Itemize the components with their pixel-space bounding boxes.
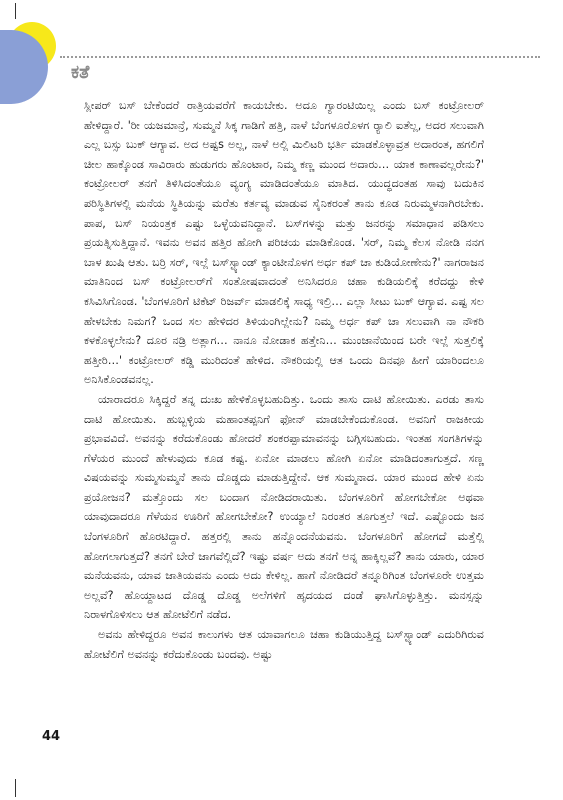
dotted-header-rule: [60, 56, 540, 58]
crop-mark-top: [15, 3, 16, 19]
paragraph: ಸ್ಲೀಪರ್ ಬಸ್ ಬೇಕೆಂದರೆ ರಾತ್ರಿಯವರೆಗೆ ಕಾಯಬೇಕು. ಅದೂ ಗ್ಯಾರಂಟಿಯಿಲ್ಲ ಎಂದು ಬಸ್ ಕಂಟ್ರೋಲರ್ ಹೇಳಿದ್ದಾರೆ. 'ರೀ ಯಜಮಾನ್ರೆ, ಸುಮ್ಮನೆ ಸಿಕ್ಕ ಗಾಡಿಗೆ ಹತ್ರಿ, ನಾಳೆ ಬೆಂಗಳೂರೊಳಗ ರ‍್ಯಾಲಿ ಐತೆಲ್ಲ, ಅದರ ಸಲುವಾಗಿ ಎಲ್ಲ ಬಸ್ಸು ಬುಕ್ ಆಗ್ಯಾವ. ಅದ ಅಷ್ಟs ಅಲ್ಲ, ನಾಳೆ ಅಲ್ಲಿ ಮಿಲಿಟರಿ ಭರ್ತಿ ಮಾಡಕೊಳ್ಳಾವ್ರತ ಅದಾರಂತ, ಹಗಲಿಗೆ ಚೀಲ ಹಾಕ್ಕೊಂಡ ಸಾವಿರಾರು ಹುಡುಗರು ಹೊಂಟಾರ, ನಿಮ್ಮ ಕಣ್ಣ ಮುಂದ ಅದಾರು… ಯಾಕ ಕಾಣಾವಲ್ಲರೇನು?' ಕಂಟ್ರೋಲರ್ ತನಗೆ ತಿಳಿಸಿದಂತೆಯೂ ವ್ಯಂಗ್ಯ ಮಾಡಿದಂತೆಯೂ ಮಾತಿದ. ಯುದ್ಧದಂತಹ ಸಾವು ಬದುಕಿನ ಪರಿಸ್ಥಿತಿಗಳಲ್ಲಿ ಮನೆಯ ಸ್ಥಿತಿಯನ್ನು ಮರೆತು ಕರ್ತವ್ಯ ಮಾಡುವ ಸೈನಿಕರಂತೆ ತಾನು ಕೂಡ ನಿರುಮ್ಮಳನಾಗಿರಬೇಕು. ಪಾಪ, ಬಸ್ ನಿಯಂತ್ರಕ ಎಷ್ಟು ಒಳ್ಳೆಯವನಿದ್ದಾನೆ. ಬಸ್‌ಗಳನ್ನು ಮತ್ತು ಜನರನ್ನು ಸಮಾಧಾನ ಪಡಿಸಲು ಪ್ರಯತ್ನಿಸುತ್ತಿದ್ದಾನೆ. ಇವನು ಅವನ ಹತ್ತಿರ ಹೋಗಿ ಪರಿಚಯ ಮಾಡಿಕೊಂಡ. 'ಸರ್, ನಿಮ್ಮ ಕೆಲಸ ನೋಡಿ ನನಗ ಬಾಳ ಖುಷಿ ಆತು. ಬರ್‍ರಿ ಸರ್, ಇಲ್ಲೆ ಬಸ್‌ಸ್ಟ್ಯಾಂಡ್ ಕ್ಯಾಂಟೀನೊಳಗ ಅರ್ಧ ಕಪ್ ಚಾ ಕುಡಿಯೋಣೇನು?' ನಾಗರಾಜನ ಮಾತಿನಿಂದ ಬಸ್ ಕಂಟ್ರೋಲರ್‌ಗೆ ಸಂತೋಷವಾದಂತೆ ಅನಿಸಿದರೂ ಚಹಾ ಕುಡಿಯಲಿಕ್ಕೆ ಕರೆದದ್ದು ಕೇಳಿ ಕಸಿವಿಸಿಗೊಂಡ. 'ಬೆಂಗಳೂರಿಗೆ ಟಿಕೆಟ್ ರಿಜರ್ವ್ ಮಾಡಲಿಕ್ಕೆ ಸಾಧ್ಯ ಇಲ್ರಿ… ಎಲ್ಲಾ ಸೀಟು ಬುಕ್ ಆಗ್ಯಾವ. ಎಷ್ಟ ಸಲ ಹೇಳಬೇಕು ನಿಮಗ? ಒಂದ ಸಲ ಹೇಳಿದರ ತಿಳಿಯಂಗಿಲ್ಲೇನು? ನಿಮ್ಮ ಅರ್ಧ ಕಪ್ ಚಾ ಸಲುವಾಗಿ ನಾ ನೌಕರಿ ಕಳಕೊಳ್ಳಲೇನು? ದೂರ ನಡ್ರಿ ಅತ್ಲಾಗ… ನಾನೂ ನೋಡಾಕ ಹತ್ತೇನಿ… ಮುಂಜಾನೆಯಿಂದ ಬರೇ ಇಲ್ಲೆ ಸುತ್ತಲಿಕ್ಕೆ ಹತ್ತೀರಿ…' ಕಂಟ್ರೋಲರ್ ಕಡ್ಡಿ ಮುರಿದಂತೆ ಹೇಳಿದ. ನೌಕರಿಯಲ್ಲಿ ಆತ ಒಂದು ದಿನವೂ ಹೀಗೆ ಯಾರಿಂದಲೂ ಅನಿಸಿಕೊಂಡವನಲ್ಲ.: [84, 99, 484, 387]
crop-mark-bottom: [15, 779, 16, 797]
section-title: ಕತೆ: [71, 62, 90, 83]
page-number: 44: [42, 729, 61, 744]
article-body: [84, 96, 484, 664]
paragraph: ಅವನು ಹೇಳಿದ್ದರೂ ಅವನ ಕಾಲುಗಳು ಆತ ಯಾವಾಗಲೂ ಚಹಾ ಕುಡಿಯುತ್ತಿದ್ದ ಬಸ್‌ಸ್ಟ್ಯಾಂಡ್ ಎದುರಿಗಿರುವ ಹೋಟೆಲಿಗೆ ಅವನನ್ನು ಕರೆದುಕೊಂಡು ಬಂದವು. ಅಷ್ಟು: [84, 628, 484, 661]
paragraph: ಯಾರಾದರೂ ಸಿಕ್ಕಿದ್ದರೆ ತನ್ನ ದುಃಖ ಹೇಳಿಕೊಳ್ಳಬಹುದಿತ್ತು. ಒಂದು ತಾಸು ದಾಟಿ ಹೋಯಿತು. ಎರಡು ತಾಸು ದಾಟಿ ಹೋಯಿತು. ಹುಬ್ಬಳ್ಳಿಯ ಮಹಾಂತಪ್ಪನಿಗೆ ಫೋನ್ ಮಾಡಬೇಕೆಂದುಕೊಂಡ. ಅವನಿಗೆ ರಾಜಕೀಯ ಪ್ರಭಾವವಿದೆ. ಅವನನ್ನು ಕರೆದುಕೊಂಡು ಹೋದರೆ ಶಂಕರಪ್ಪಾಮಾವನನ್ನು ಬಗ್ಗಿಸಬಹುದು. ಇಂತಹ ಸಂಗತಿಗಳನ್ನು ಗೆಳೆಯರ ಮುಂದೆ ಹೇಳುವುದು ಕೂಡ ಕಷ್ಟ. ಏನೋ ಮಾಡಲು ಹೋಗಿ ಏನೋ ಮಾಡಿದಂತಾಗುತ್ತದೆ. ಸಣ್ಣ ವಿಷಯವನ್ನು ಸುಮ್ಮಸುಮ್ಮನೆ ತಾನು ದೊಡ್ಡದು ಮಾಡುತ್ತಿದ್ದೇನೆ. ಆಕ ಸುಮ್ಮನಾದ. ಯಾರ ಮುಂದ ಹೇಳಿ ಏನು ಪ್ರಯೋಜನ? ಮತ್ತೊಂದು ಸಲ ಬಂದಾಗ ನೋಡಿದರಾಯಿತು. ಬೆಂಗಳೂರಿಗೆ ಹೋಗಬೇಕೋ ಅಥವಾ ಯಾವುದಾದರೂ ಗೆಳೆಯನ ಊರಿಗೆ ಹೋಗಬೇಕೋ? ಉಯ್ಯಾಲೆ ನಿರಂತರ ತೂಗುತ್ತಲೆ ಇದೆ. ಎಷ್ಟೊಂದು ಜನ ಬೆಂಗಳೂರಿಗೆ ಹೊರಟಿದ್ದಾರೆ. ಹತ್ತರಲ್ಲಿ ತಾನು ಹನ್ನೊಂದನೆಯವನು. ಬೆಂಗಳೂರಿಗೆ ಹೋಗದೆ ಮತ್ತೆಲ್ಲಿ ಹೋಗಲಾಗುತ್ತದೆ? ತನಗೆ ಬೇರೆ ಜಾಗವೆಲ್ಲಿದೆ? ಇಷ್ಟು ವರ್ಷ ಅದು ತನಗೆ ಅನ್ನ ಹಾಕ್ಕಿಲ್ಲವೆ? ತಾನು ಯಾರು, ಯಾರ ಮನೆಯವನು, ಯಾವ ಜಾತಿಯವನು ಎಂದು ಅದು ಕೇಳಿಲ್ಲ. ಹಾಗೆ ನೋಡಿದರೆ ತನ್ನೂರಿಗಿಂತ ಬೆಂಗಳೂರೇ ಉತ್ತಮ ಅಲ್ಲವೆ? ಹೊಯ್ದಾಟದ ದೊಡ್ಡ ದೊಡ್ಡ ಅಲೆಗಳಿಗೆ ಹೃದಯದ ದಂಡೆ ಘಾಸಿಗೊಳ್ಳುತ್ತಿತ್ತು. ಮನಸ್ಸನ್ನು ನಿರಾಳಗೊಳಿಸಲು ಆತ ಹೋಟೆಲಿಗೆ ನಡೆದ.: [84, 392, 484, 622]
